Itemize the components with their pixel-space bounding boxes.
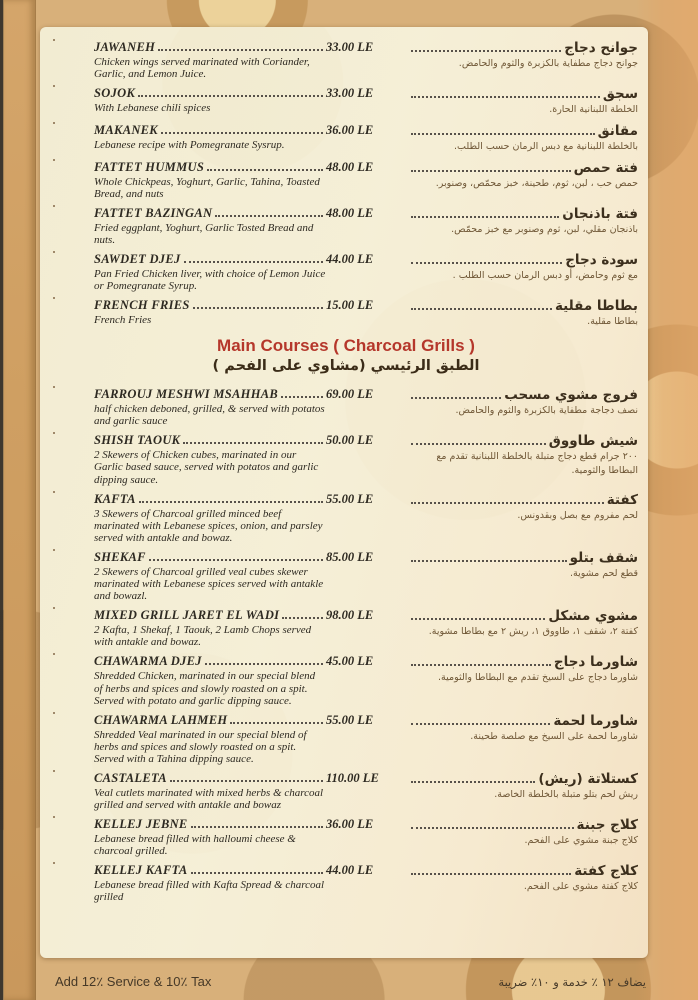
item-desc-en: Veal cutlets marinated with mixed herbs & charcoal grilled and served with antakle and bowaz [94,786,324,812]
item-name-en: SHEKAF [94,549,146,564]
service-note-ar: يضاف ١٢ ٪ خدمة و ١٠٪ ضريبة [498,975,646,989]
dot-leader [411,169,571,172]
item-name-line-ar [408,298,638,314]
item-name-line-ar [408,492,638,508]
menu-item-row [54,433,638,485]
item-name-line-ar [408,252,638,268]
service-note-en: Add 12٪ Service & 10٪ Tax [55,974,212,989]
seal-cell [54,817,94,857]
menu-item-row [54,608,638,648]
item-desc-ar: كلاج كفتة مشوي على الفحم. [523,881,638,893]
menu-item-row [54,206,638,246]
dot-leader [411,95,600,98]
item-name-line [94,492,326,507]
item-name-ar: شاورما لحمة [553,712,638,729]
item-arabic-block [408,86,638,117]
item-english-block [94,298,326,329]
item-desc-en: Shredded Veal marinated in our special blend of herbs and spices and slowly roasted on a spit. Served with a Tahina dipping sauce. [94,728,307,765]
menu-item-row [54,713,638,765]
dot-leader [411,215,559,218]
item-desc-ar: كفتة ٢، شقف ١، طاووق ١، ريش ٢ مع بطاطا مشوية. [428,626,638,638]
footer [55,974,646,990]
item-english-block [94,387,326,427]
item-arabic-block [408,713,638,765]
dot-leader [158,48,323,51]
dot-leader [139,500,323,503]
item-desc-ar: لحم مفروم مع بصل وبقدونس. [517,509,638,521]
item-desc-en: half chicken deboned, grilled, & served with potatos and garlic sauce [94,403,325,428]
item-name-line [94,550,326,565]
seal-cell [54,123,94,154]
dot-leader [411,872,571,875]
item-name-line [94,252,326,267]
item-desc-ar: حمص حب ، لبن، ثوم، طحينة، خبز محمّص، وصنوبر. [435,177,638,189]
menu-item-row [54,123,638,154]
item-english-block [94,771,326,811]
item-name-en: JAWANEH [94,40,156,54]
item-name-line [94,654,326,669]
item-name-ar: كلاج كفتة [574,863,638,880]
item-english-block [94,863,326,903]
dot-leader [193,306,323,309]
item-name-en: KAFTA [94,491,136,506]
item-name-line [94,817,326,832]
item-price: 98.00 LE [326,608,374,623]
item-name-line-ar [408,206,638,222]
seal-cell [54,160,94,200]
item-name-en: CHAWARMA DJEJ [94,654,202,669]
item-price: 55.00 LE [326,491,374,506]
dot-leader [411,49,561,52]
seal-cell [54,550,94,602]
item-desc-en: 2 Kafta, 1 Shekaf, 1 Taouk, 2 Lamb Chops served with antakle and bowaz. [94,624,312,649]
item-name-en: FATTET HUMMUS [94,159,205,174]
item-desc-en: French Fries [94,314,152,327]
item-name-line-ar [408,654,638,670]
section-header-main-courses [54,336,638,378]
item-price: 33.00 LE [326,86,374,101]
item-arabic-block [408,771,638,811]
seal-cell [54,252,94,292]
item-name-line-ar [408,40,638,56]
item-price: 48.00 LE [326,205,374,220]
seal-cell [54,863,94,903]
item-name-en: KELLEJ KAFTA [94,863,188,878]
menu-item-row [54,550,638,602]
item-desc-en: Chicken wings served marinated with Coriander, Garlic, and Lemon Juice. [94,56,310,81]
dot-leader [170,779,323,782]
item-name-line-ar [408,123,638,139]
item-english-block [94,252,326,292]
item-name-en: SOJOK [94,86,136,101]
item-desc-ar: ريش لحم بتلو متبلة بالخلطة الخاصة. [494,788,638,800]
item-name-ar: مشوي مشكل [548,608,638,625]
item-arabic-block [408,387,638,427]
item-price: 44.00 LE [326,863,374,878]
item-desc-en: Lebanese bread filled with Kafta Spread & charcoal grilled [94,879,325,904]
item-name-en: FRENCH FRIES [94,298,190,313]
item-arabic-block [408,123,638,154]
binding-strip [4,0,36,1000]
menu-item-row [54,817,638,857]
item-arabic-block [408,654,638,706]
item-price: 55.00 LE [326,712,374,727]
dot-leader [184,260,323,263]
item-arabic-block [408,433,638,485]
item-arabic-block [408,40,638,80]
item-name-line [94,123,326,138]
item-name-line [94,298,326,313]
item-name-line [94,608,326,623]
menu-item-row [54,40,638,80]
item-desc-ar: شاورما لحمة على السيخ مع صلصة طحينة. [470,730,638,742]
item-name-line [94,433,326,448]
item-desc-en: With Lebanese chili spices [94,102,211,115]
item-name-line [94,713,326,728]
item-english-block [94,433,326,485]
item-english-block [94,713,326,765]
item-english-block [94,86,326,117]
item-arabic-block [408,206,638,246]
item-desc-en: Shredded Chicken, marinated in our special blend of herbs and spices and slowly roasted on a spit. Served with potato and garlic dipping sauce. [94,670,316,707]
item-name-line-ar [408,608,638,624]
item-price: 15.00 LE [326,298,374,313]
item-desc-en: Pan Fried Chicken liver, with choice of Lemon Juice or Pomegranate Syrup. [94,268,326,293]
item-english-block [94,492,326,544]
seal-cell [54,206,94,246]
item-name-en: MIXED GRILL JARET EL WADI [94,608,280,623]
menu-item-row [54,298,638,329]
dot-leader [411,501,604,504]
item-desc-ar: باذنجان مقلي، لبن، ثوم وصنوبر مع خبز محمّص. [451,223,638,235]
seal-cell [54,713,94,765]
item-price: 33.00 LE [326,40,374,54]
seal-cell [54,433,94,485]
item-name-ar: شيش طاووق [548,433,638,450]
item-english-block [94,654,326,706]
item-english-block [94,40,326,80]
item-desc-ar: شاورما دجاج على السيخ تقدم مع البطاطا والثومية. [438,672,638,684]
item-desc-ar: ٢٠٠ جرام قطع دجاج متبلة بالخلطة اللبنانية تقدم مع البطاطا والثومية. [436,451,638,477]
item-desc-en: Lebanese bread filled with halloumi cheese & charcoal grilled. [94,833,296,858]
item-name-line [94,863,326,878]
item-name-line-ar [408,86,638,102]
item-english-block [94,608,326,648]
dot-leader [215,214,323,217]
item-name-line [94,206,326,221]
dot-leader [183,441,323,444]
item-name-ar: جوانح دجاج [564,40,638,56]
item-name-en: MAKANEK [94,122,158,137]
section-title-en: Main Courses ( Charcoal Grills ) [217,336,475,356]
menu-item-row [54,654,638,706]
dot-leader [207,168,323,171]
item-name-ar: سجق [602,86,638,103]
dot-leader [282,616,323,619]
dot-leader [281,395,323,398]
item-price: 69.00 LE [326,387,374,402]
dot-leader [411,663,551,666]
dot-leader [411,722,550,725]
item-desc-en: Whole Chickpeas, Yoghurt, Garlic, Tahina, Toasted Bread, and nuts [94,175,320,200]
item-arabic-block [408,298,638,329]
item-desc-ar: الخلطة اللبنانية الحارة. [549,104,638,116]
item-desc-ar: مع ثوم وحامض، أو دبس الرمان حسب الطلب . [452,270,638,282]
dot-leader [191,871,323,874]
menu-item-row [54,771,638,811]
item-name-en: CHAWARMA LAHMEH [94,712,228,727]
item-name-en: FATTET BAZINGAN [94,205,213,220]
item-english-block [94,817,326,857]
dot-leader [230,721,323,724]
dot-leader [411,442,546,445]
seal-cell [54,298,94,329]
item-name-en: FARROUJ MESHWI MSAHHAB [94,387,278,402]
menu-panel [40,27,648,958]
menu-item-row [54,492,638,544]
item-name-line-ar [408,771,638,787]
dot-leader [411,780,535,783]
item-name-en: CASTALETA [94,770,167,785]
item-english-block [94,160,326,200]
item-desc-en: 2 Skewers of Charcoal grilled veal cubes skewer marinated with Lebanese spices served with antakle and bowazl. [94,565,324,603]
item-name-line [94,160,326,175]
seal-cell [54,86,94,117]
item-english-block [94,123,326,154]
item-arabic-block [408,492,638,544]
dot-leader [411,826,574,829]
item-price: 110.00 LE [326,770,379,785]
seal-cell [54,608,94,648]
item-name-ar: فروج مشوي مسحب [504,387,638,404]
item-name-ar: مقانق [597,122,638,139]
item-arabic-block [408,608,638,648]
item-desc-ar: جوانح دجاج مطفاية بالكزبرة والثوم والحامض. [458,58,638,69]
menu-item-row [54,387,638,427]
item-name-line-ar [408,817,638,833]
menu-item-row [54,86,638,117]
item-desc-en: Lebanese recipe with Pomegranate Sysrup. [94,138,285,151]
dot-leader [411,307,552,310]
dot-leader [411,261,562,264]
dot-leader [205,662,323,665]
item-name-line [94,40,326,55]
item-desc-ar: بطاطا مقلية. [587,316,638,328]
item-price: 48.00 LE [326,159,374,174]
item-name-line [94,771,326,786]
seal-cell [54,387,94,427]
item-desc-ar: قطع لحم مشوية. [569,567,638,579]
item-desc-en: Fried eggplant, Yoghurt, Garlic Tosted Bread and nuts. [94,221,314,246]
menu-item-row [54,863,638,903]
item-arabic-block [408,863,638,903]
item-name-line-ar [408,713,638,729]
item-desc-en: 2 Skewers of Chicken cubes, marinated in our Garlic based sauce, served with potatos and garlic dipping sauce. [94,449,319,486]
dot-leader [191,825,323,828]
seal-cell [54,40,94,80]
item-name-ar: كستلاتة (ريش) [538,770,638,787]
item-desc-ar: كلاج جبنة مشوي على الفحم. [524,835,638,847]
item-arabic-block [408,550,638,602]
item-name-en: KELLEJ JEBNE [94,817,188,832]
item-name-line-ar [408,863,638,879]
seal-cell [54,492,94,544]
dot-leader [138,94,323,97]
menu-item-row [54,160,638,200]
item-name-line-ar [408,433,638,449]
item-name-ar: سودة دجاج [565,252,638,269]
item-name-ar: شاورما دجاج [553,654,638,671]
item-english-block [94,206,326,246]
menu-item-row [54,252,638,292]
item-name-line [94,387,326,402]
item-arabic-block [408,252,638,292]
item-desc-ar: نصف دجاجة مطفاية بالكزبرة والثوم والحامض. [455,405,638,417]
item-price: 36.00 LE [326,817,374,832]
item-english-block [94,550,326,602]
dot-leader [149,558,323,561]
item-name-line [94,86,326,101]
item-price: 44.00 LE [326,252,374,267]
item-name-ar: فتة باذنجان [562,205,638,222]
item-name-line-ar [408,550,638,566]
item-name-ar: بطاطا مقلية [554,298,638,315]
item-arabic-block [408,160,638,200]
item-name-ar: شقف بتلو [569,549,638,566]
item-desc-en: 3 Skewers of Charcoal grilled minced beef marinated with Lebanese spices, onion, and parsley served with antakle and bowaz. [94,507,323,544]
item-desc-ar: بالخلطة اللبنانية مع دبس الرمان حسب الطلب. [454,140,638,152]
dot-leader [411,617,545,620]
seal-cell [54,654,94,706]
item-name-en: SAWDET DJEJ [94,252,181,267]
item-arabic-block [408,817,638,857]
item-price: 36.00 LE [326,122,374,137]
dot-leader [411,559,567,562]
item-price: 85.00 LE [326,549,374,564]
item-name-line-ar [408,160,638,176]
item-name-line-ar [408,387,638,403]
section-title-ar: الطبق الرئيسي (مشاوي على الفحم ) [212,358,480,375]
item-price: 50.00 LE [326,433,374,448]
dot-leader [161,131,323,134]
item-name-en: SHISH TAOUK [94,433,181,448]
seal-cell [54,771,94,811]
dot-leader [411,132,595,135]
dot-leader [411,396,501,399]
item-name-ar: كلاج جبنة [576,817,638,834]
item-name-ar: كفتة [606,491,638,508]
item-name-ar: فتة حمص [573,159,638,176]
item-price: 45.00 LE [326,654,374,669]
